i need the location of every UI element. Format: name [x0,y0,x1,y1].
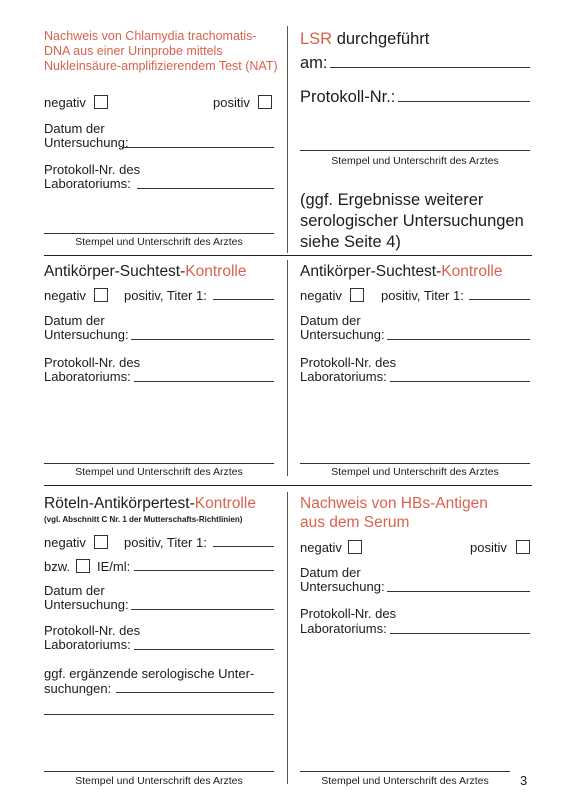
nat-title: Nachweis von Chlamydia trachomatis-DNA aus einer Urinprobe mittels Nukleinsäure-amplifizierendem Test (NAT) [44,29,278,73]
ak1-title [44,262,246,281]
ak2-title [300,262,502,281]
ak2-stamp-line[interactable] [300,463,530,464]
lsr-title-rest: durchgeführt [332,30,430,48]
lsr-title [300,29,429,50]
roeteln-ergaenzend-field-1[interactable] [116,692,274,693]
roeteln-title-red: Kontrolle [194,495,256,512]
roeteln-positiv-label: positiv, Titer 1: [124,535,207,550]
hbs-positiv-checkbox[interactable] [516,540,530,554]
roeteln-date-field[interactable] [131,609,274,610]
roeteln-date-label-1: Datum der [44,583,105,598]
roeteln-proto-label-1: Protokoll-Nr. des [44,623,141,638]
roeteln-titer-field[interactable] [213,546,274,547]
column-divider-top [287,26,288,253]
hbs-proto-label-2: Laboratoriums: [300,621,387,636]
ak2-date-label-2: Untersuchung: [300,327,385,342]
column-divider-bottom [287,492,288,784]
nat-stamp-label: Stempel und Unterschrift des Arztes [75,236,243,248]
ak1-title-red: Kontrolle [185,263,247,280]
roeteln-date-label-2: Untersuchung: [44,597,129,612]
roeteln-ergaenzend-label-2: suchungen: [44,681,112,696]
roeteln-ieml-label: IE/ml: [97,559,131,574]
nat-date-field[interactable] [122,147,274,148]
roeteln-stamp-label: Stempel und Unterschrift des Arztes [75,775,243,787]
ak1-negativ-label: negativ [44,288,86,303]
ak2-date-label-1: Datum der [300,313,361,328]
ak2-proto-field[interactable] [390,381,530,382]
ak1-title-black: Antikörper-Suchtest- [44,263,186,280]
ak1-date-label-1: Datum der [44,313,105,328]
nat-proto-field[interactable] [137,188,274,189]
ak2-proto-label-1: Protokoll-Nr. des [300,355,397,370]
nat-positiv-checkbox[interactable] [258,95,272,109]
hbs-title-1: Nachweis von HBs-Antigen [300,495,488,512]
roeteln-title [44,494,256,513]
hbs-negativ-label: negativ [300,540,342,555]
roeteln-negativ-checkbox[interactable] [94,535,108,549]
ak1-proto-label-2: Laboratoriums: [44,369,131,384]
roeteln-ergaenzend-field-2[interactable] [44,714,274,715]
ak2-stamp-label: Stempel und Unterschrift des Arztes [331,466,499,478]
ak1-proto-label-1: Protokoll-Nr. des [44,355,141,370]
ak1-titer-field[interactable] [213,299,274,300]
hbs-proto-label-1: Protokoll-Nr. des [300,606,397,621]
roeteln-bzw-checkbox[interactable] [76,559,90,573]
ak2-title-black: Antikörper-Suchtest- [300,263,442,280]
ak2-titer-field[interactable] [469,299,530,300]
hbs-negativ-checkbox[interactable] [348,540,362,554]
ak2-negativ-label: negativ [300,288,342,303]
roeteln-proto-field[interactable] [134,649,274,650]
hbs-date-label-1: Datum der [300,565,361,580]
hbs-date-label-2: Untersuchung: [300,579,385,594]
ak1-stamp-label: Stempel und Unterschrift des Arztes [75,466,243,478]
hbs-title-2: aus dem Serum [300,514,410,531]
ak1-positiv-label: positiv, Titer 1: [124,288,207,303]
column-divider-middle [287,260,288,476]
ak1-date-label-2: Untersuchung: [44,327,129,342]
nat-negativ-label: negativ [44,95,86,110]
ak1-date-field[interactable] [131,339,274,340]
roeteln-stamp-line[interactable] [44,771,274,772]
lsr-stamp-line[interactable] [300,150,530,151]
nat-proto-label-1: Protokoll-Nr. des [44,162,141,177]
roeteln-ergaenzend-label-1: ggf. ergänzende serologische Unter- [44,666,255,681]
lsr-proto-field[interactable] [398,101,530,102]
roeteln-negativ-label: negativ [44,535,86,550]
roeteln-ieml-field[interactable] [134,570,274,571]
nat-positiv-label: positiv [213,95,250,110]
roeteln-title-black: Röteln-Antikörpertest- [44,495,195,512]
lsr-proto-label: Protokoll-Nr.: [300,88,396,106]
nat-stamp-line[interactable] [44,233,274,234]
row-divider-2 [44,485,532,486]
nat-proto-label-2: Laboratoriums: [44,176,131,191]
hbs-positiv-label: positiv [470,540,507,555]
row-divider-1 [44,255,532,256]
ak1-negativ-checkbox[interactable] [94,288,108,302]
hbs-date-field[interactable] [387,591,530,592]
lsr-note: (ggf. Ergebnisse weiterer serologischer Untersuchungen siehe Seite 4) [300,191,524,251]
ak2-title-red: Kontrolle [441,263,503,280]
page-number: 3 [520,773,528,788]
lsr-am-field[interactable] [330,67,530,68]
ak1-proto-field[interactable] [134,381,274,382]
lsr-am-label: am: [300,54,328,72]
hbs-stamp-label: Stempel und Unterschrift des Arztes [321,775,489,787]
roeteln-proto-label-2: Laboratoriums: [44,637,131,652]
ak2-proto-label-2: Laboratoriums: [300,369,387,384]
ak1-stamp-line[interactable] [44,463,274,464]
ak2-date-field[interactable] [387,339,530,340]
ak2-positiv-label: positiv, Titer 1: [381,288,464,303]
roeteln-bzw-label: bzw. [44,559,71,574]
nat-date-label-1: Datum der [44,121,105,136]
lsr-title-red: LSR [300,30,333,48]
nat-negativ-checkbox[interactable] [94,95,108,109]
hbs-stamp-line[interactable] [300,771,510,772]
ak2-negativ-checkbox[interactable] [350,288,364,302]
nat-date-label-2: Untersuchung: [44,135,129,150]
lsr-stamp-label: Stempel und Unterschrift des Arztes [331,155,499,167]
roeteln-subtitle: (vgl. Abschnitt C Nr. 1 der Mutterschafts-Richtlinien) [44,515,243,524]
hbs-proto-field[interactable] [390,633,530,634]
